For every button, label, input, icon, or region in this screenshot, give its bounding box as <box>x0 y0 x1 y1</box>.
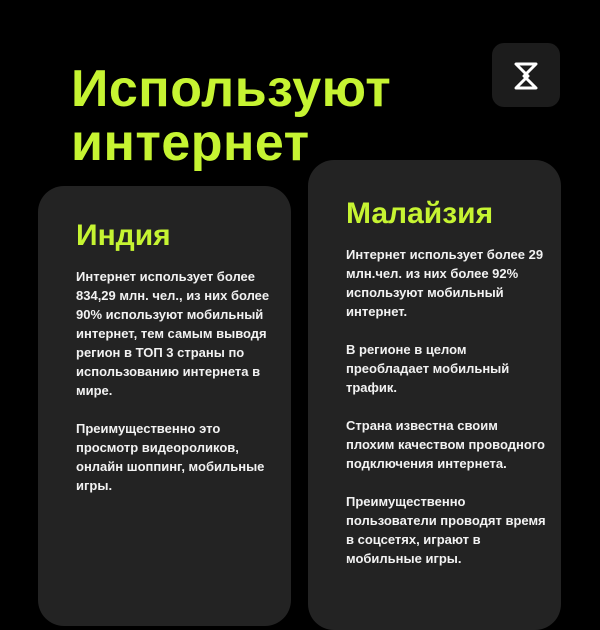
card-india <box>38 186 291 626</box>
delta-stair-logo-icon <box>509 58 543 92</box>
card-india-paragraph: Преимущественно это просмотр видеороликов, онлайн шоппинг, мобильные игры. <box>76 421 265 493</box>
brand-logo <box>492 43 560 107</box>
page-title-line-1: Используют <box>71 60 392 118</box>
card-malaysia <box>308 160 561 630</box>
card-title-malaysia: Малайзия <box>346 197 494 230</box>
card-title-india: Индия <box>76 219 171 252</box>
card-malaysia-paragraph: Преимущественно пользователи проводят время в соцсетях, играют в мобильные игры. <box>346 494 546 566</box>
card-malaysia-paragraph: Страна известна своим плохим качеством проводного подключения интернета. <box>346 418 545 471</box>
page-title <box>71 62 391 170</box>
card-malaysia-paragraph: Интернет использует более 29 млн.чел. из них более 92% используют мобильный интернет. <box>346 247 544 319</box>
page-title-line-2: интернет <box>71 114 310 172</box>
card-malaysia-paragraph: В регионе в целом преобладает мобильный трафик. <box>346 342 510 395</box>
card-india-paragraph: Интернет использует более 834,29 млн. чел., из них более 90% используют мобильный интернет, тем самым выводя регион в ТОП 3 страны по использованию интернета в мире. <box>76 269 270 398</box>
